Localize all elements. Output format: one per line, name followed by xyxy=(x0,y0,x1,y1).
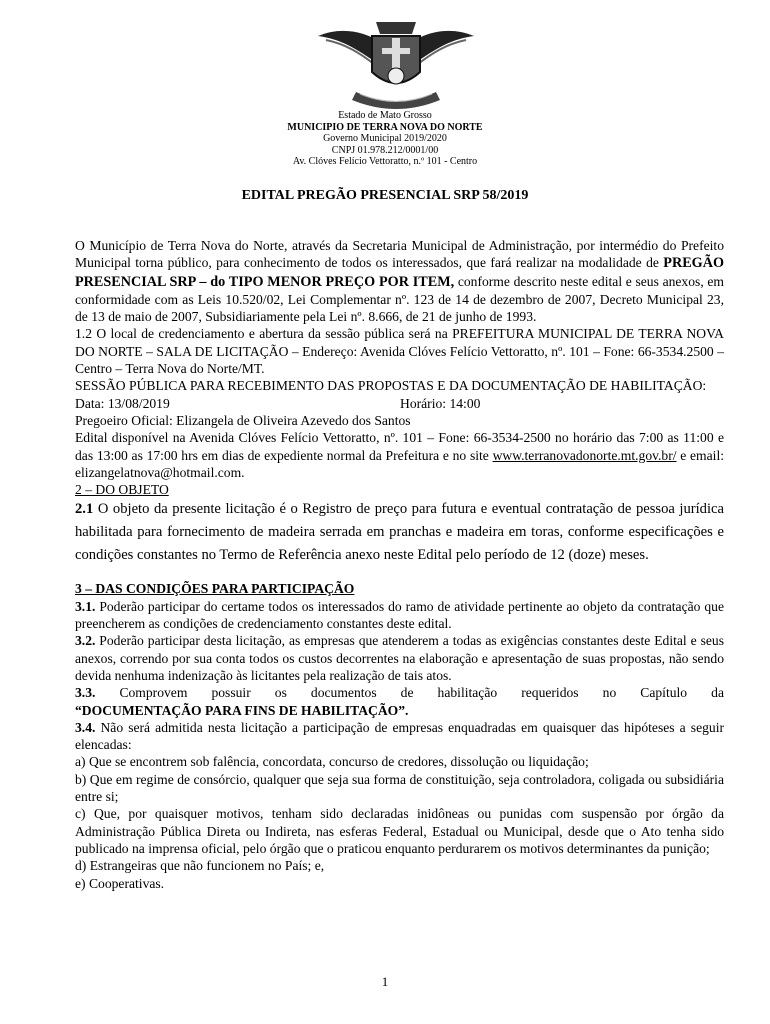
item-3-3-bold: “DOCUMENTAÇÃO PARA FINS DE HABILITAÇÃO”. xyxy=(75,702,409,718)
section-3-heading: 3 – DAS CONDIÇÕES PARA PARTICIPAÇÃO xyxy=(75,581,355,597)
item-number: 3.2. xyxy=(75,633,96,649)
intro-text-1: O Município de Terra Nova do Norte, através da Secretaria Municipal de Administração, por intermédio do Prefeito Municipal torna público, para conhecimento de todos os interessados, que fará realizar na modalidade de xyxy=(75,238,724,271)
item-3-4-d: d) Estrangeiras que não funcionem no País; e, xyxy=(75,858,325,874)
state-name: Estado de Mato Grosso xyxy=(338,110,432,121)
cnpj: CNPJ 01.978.212/0001/00 xyxy=(331,144,439,156)
pregoeiro: Pregoeiro Oficial: Elizangela de Oliveira Azevedo dos Santos xyxy=(75,412,411,428)
intro-modality: PREGÃO PRESENCIAL SRP – do TIPO MENOR PREÇO POR ITEM, xyxy=(75,255,724,290)
government-term: Governo Municipal 2019/2020 xyxy=(323,133,447,144)
date-time-row xyxy=(75,395,724,412)
availability-text: Edital disponível na Avenida Clóves Felício Vettoratto, nº. 101 – Fone: 66-3534-2500 no horário das 7:00 as 11:00 e das 13:00 as 17:00 hrs em dias de expediente normal da Prefeitura e no site xyxy=(75,430,724,463)
section-2-heading: 2 – DO OBJETO xyxy=(75,482,169,498)
session-time: Horário: 14:00 xyxy=(400,395,481,411)
document-body xyxy=(75,237,724,892)
item-number: 3.1. xyxy=(75,598,96,614)
page-number: 1 xyxy=(381,974,389,989)
item-number: 3.4. xyxy=(75,719,96,735)
item-3-4-b: b) Que em regime de consórcio, qualquer que seja sua forma de constituição, seja controladora, coligada ou subsidiária entre si; xyxy=(75,771,724,805)
address: Av. Clóves Felício Vettoratto, n.º 101 - Centro xyxy=(292,156,478,167)
item-text: O objeto da presente licitação é o Registro de preço para futura e eventual contratação de pessoa jurídica habilitada para fornecimento de madeira serrada em pranchas e madeira em toras, conforme especificações e condições constantes no Termo de Referência anexo neste Edital pelo período de 12 (doze) meses. xyxy=(75,501,724,564)
item-number: 2.1 xyxy=(75,501,94,518)
session-heading: SESSÃO PÚBLICA PARA RECEBIMENTO DAS PROPOSTAS E DA DOCUMENTAÇÃO DE HABILITAÇÃO: xyxy=(75,378,707,394)
item-1-2: 1.2 O local de credenciamento e abertura da sessão pública será na PREFEITURA MUNICIPAL DE TERRA NOVA DO NORTE – SALA DE LICITAÇÃO – Endereço: Avenida Clóves Felício Vettoratto, nº. 101 – Fone: 66-3534.2500 – Centro – Terra Nova do Norte/MT. xyxy=(75,326,724,377)
document-header xyxy=(0,110,770,168)
section-2-1 xyxy=(75,498,724,567)
item-number: 3.3. xyxy=(75,685,96,701)
item-3-2 xyxy=(75,632,724,684)
item-3-4-e: e) Cooperativas. xyxy=(75,875,165,891)
website-link[interactable]: www.terranovadonorte.mt.gov.br/ xyxy=(492,447,677,463)
municipal-coat-of-arms xyxy=(316,14,476,114)
item-text: Não será admitida nesta licitação a participação de empresas enquadradas em quaisquer das hipóteses a seguir elencadas: xyxy=(75,719,724,753)
item-text: Comprovem possuir os documentos de habilitação requeridos no Capítulo da xyxy=(95,685,724,701)
email-text: e email: elizangelatnova@hotmail.com. xyxy=(75,447,724,480)
item-text: Poderão participar desta licitação, as empresas que atenderem a todas as exigências constantes deste Edital e seus anexos, correndo por sua conta todos os custos decorrentes na elaboração e apresentação de suas propostas, não sendo devida nenhuma indenização às licitantes pela realização de tais atos. xyxy=(75,633,724,683)
municipality-name: MUNICIPIO DE TERRA NOVA DO NORTE xyxy=(287,121,483,133)
session-date: Data: 13/08/2019 xyxy=(75,395,170,411)
item-3-4-c: c) Que, por quaisquer motivos, tenham sido declaradas inidôneas ou punidas com suspensão por órgão da Administração Pública Direta ou Indireta, nas esferas Federal, Estadual ou Municipal, desde que o Ato tenha sido publicado na imprensa oficial, pelo órgão que o praticou enquanto perdurarem os motivos determinantes da punição; xyxy=(75,806,724,856)
intro-text-2: conforme descrito neste edital e seus anexos, em conformidade com as Leis 10.520/02, Lei Complementar nº. 123 de 14 de dezembro de 2007, Decreto Municipal 23, de 13 de maio de 2007, Subsidiariamente pela Lei nº. 8.666, de 21 de junho de 1993. xyxy=(75,273,724,325)
document-title: EDITAL PREGÃO PRESENCIAL SRP 58/2019 xyxy=(241,188,529,203)
item-text: Poderão participar do certame todos os interessados do ramo de atividade pertinente ao objeto da contratação que preencherem as condições de credenciamento constantes deste edital. xyxy=(75,598,724,632)
item-3-4 xyxy=(75,719,724,754)
item-3-4-a: a) Que se encontrem sob falência, concordata, concurso de credores, dissolução ou liquidação; xyxy=(75,754,589,770)
item-3-1 xyxy=(75,598,724,633)
intro-paragraph xyxy=(75,237,724,325)
item-3-3 xyxy=(75,684,724,701)
edital-availability xyxy=(75,429,724,481)
